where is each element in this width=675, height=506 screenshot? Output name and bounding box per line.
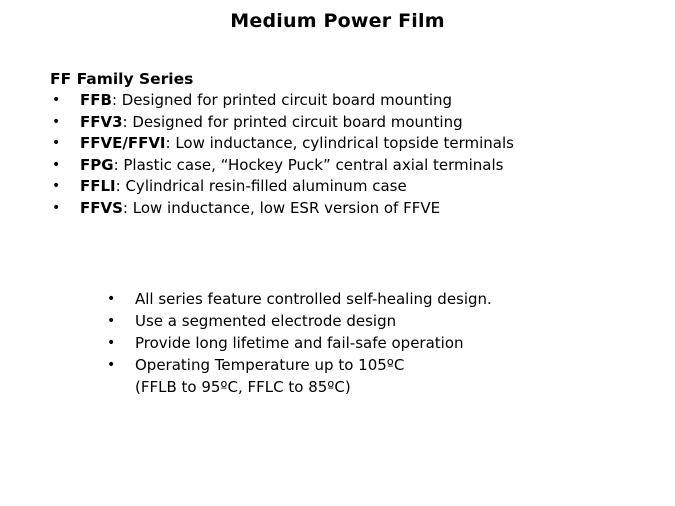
series-description: : Low inductance, cylindrical topside terminals [165, 134, 514, 152]
list-item [50, 198, 650, 220]
series-term: FFB [80, 91, 112, 109]
series-description: : Plastic case, “Hockey Puck” central axial terminals [113, 155, 504, 174]
series-term: FPG [80, 155, 114, 174]
bullet-icon: • [107, 313, 116, 329]
list-item [50, 90, 650, 112]
bullet-icon: • [52, 178, 61, 194]
list-item [105, 332, 625, 354]
page-title: Medium Power Film [230, 10, 445, 32]
feature-list [105, 288, 625, 398]
bullet-icon: • [107, 335, 116, 351]
section-heading: FF Family Series [50, 70, 194, 88]
bullet-icon: • [52, 135, 61, 151]
bullet-icon: • [107, 357, 116, 373]
list-item [50, 133, 650, 155]
bullet-icon: • [52, 92, 61, 108]
series-description: : Designed for printed circuit board mounting [111, 91, 453, 109]
ff-family-section [50, 70, 650, 219]
series-description: : Cylindrical resin-filled aluminum case [115, 177, 407, 195]
list-item [50, 176, 650, 198]
feature-subtext: (FFLB to 95ºC, FFLC to 85ºC) [135, 378, 351, 396]
feature-text: Provide long lifetime and fail-safe operation [135, 334, 464, 352]
series-term: FFVE/FFVI [80, 134, 166, 152]
list-item [50, 112, 650, 134]
bullet-icon: • [52, 156, 61, 173]
series-term: FFV3 [80, 112, 123, 131]
feature-text: Operating Temperature up to 105ºC [135, 356, 405, 374]
list-item [50, 155, 650, 177]
list-item [105, 354, 625, 398]
series-description: : Designed for printed circuit board mounting [122, 112, 463, 131]
bullet-icon: • [52, 199, 61, 216]
list-item [105, 310, 625, 332]
family-series-list [50, 90, 650, 219]
bullet-icon: • [52, 113, 61, 130]
feature-text: Use a segmented electrode design [135, 312, 397, 330]
features-section [105, 288, 625, 398]
series-term: FFVS [80, 198, 123, 217]
bullet-icon: • [107, 291, 116, 307]
list-item [105, 288, 625, 310]
series-description: : Low inductance, low ESR version of FFVE [122, 198, 441, 217]
feature-text: All series feature controlled self-healing design. [135, 290, 492, 308]
series-term: FFLI [80, 177, 116, 195]
